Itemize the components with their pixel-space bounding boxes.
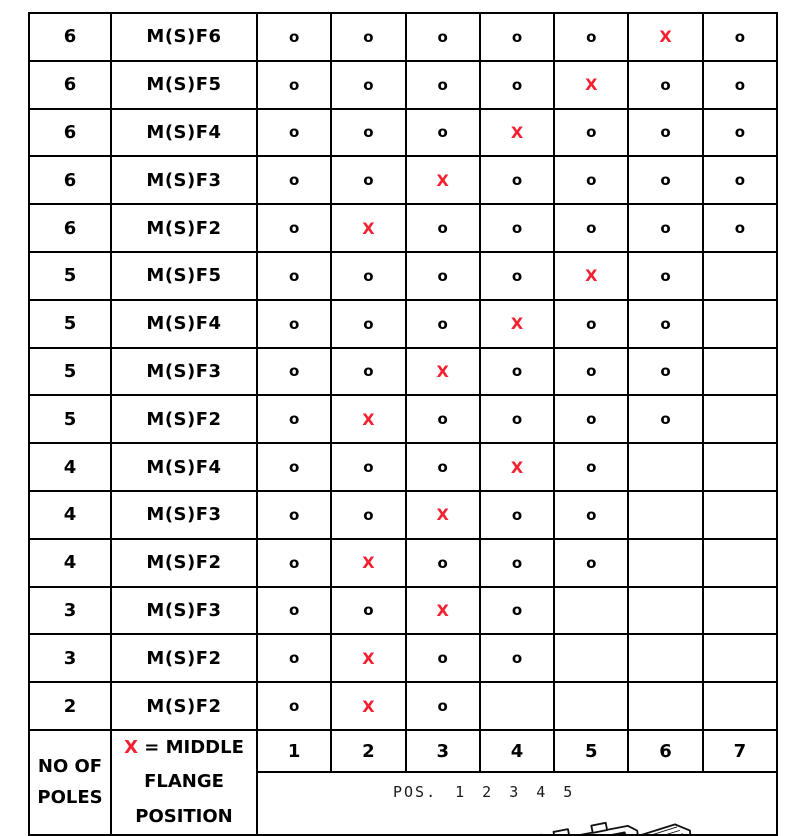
poles-count-cell: 6 [29,204,111,252]
table-row [29,587,777,635]
pole-marker-cell: o [628,156,702,204]
table-row [29,61,777,109]
table-row [29,300,777,348]
position-header-row [29,730,777,772]
pole-marker-cell: o [406,300,480,348]
variant-label-cell: M(S)F5 [111,61,257,109]
pole-marker-cell: o [703,61,777,109]
pole-marker-cell: o [480,252,554,300]
pole-marker-cell: o [480,634,554,682]
pole-marker-cell: o [257,539,331,587]
pole-marker-cell: o [480,539,554,587]
position-header-5: 5 [554,730,628,772]
position-header-3: 3 [406,730,480,772]
pole-marker-cell: o [331,252,405,300]
poles-count-cell: 6 [29,109,111,157]
middle-flange-marker-cell: X [480,300,554,348]
empty-cell [628,491,702,539]
pole-marker-cell: o [554,13,628,61]
table-row [29,491,777,539]
middle-flange-marker-cell: X [331,634,405,682]
pos-caption-1: 1 [455,783,464,801]
pole-marker-cell: o [480,395,554,443]
no-of-poles-line2: POLES [30,782,110,814]
pos-caption [393,783,572,801]
variant-label-cell: M(S)F3 [111,348,257,396]
empty-cell [703,634,777,682]
pole-marker-cell: o [406,252,480,300]
variant-label-cell: M(S)F3 [111,156,257,204]
table-row [29,204,777,252]
poles-count-cell: 5 [29,300,111,348]
flange-position-table [28,12,778,836]
legend-equals-middle: = MIDDLE [144,737,244,758]
poles-count-cell: 6 [29,13,111,61]
position-header-6: 6 [628,730,702,772]
pole-marker-cell: o [703,204,777,252]
middle-flange-marker-cell: X [331,204,405,252]
pole-marker-cell: o [406,61,480,109]
pole-marker-cell: o [406,682,480,730]
no-of-poles-line1: NO OF [30,751,110,783]
pole-marker-cell: o [331,13,405,61]
pole-marker-cell: o [628,61,702,109]
poles-count-cell: 2 [29,682,111,730]
middle-flange-marker-cell: X [331,682,405,730]
table-row [29,109,777,157]
connector-drawing-cell [257,772,777,835]
position-header-1: 1 [257,730,331,772]
empty-cell [480,682,554,730]
poles-count-cell: 3 [29,634,111,682]
pole-marker-cell: o [257,491,331,539]
table-row [29,252,777,300]
table-row [29,634,777,682]
no-of-poles-label [29,730,111,835]
pole-marker-cell: o [628,252,702,300]
position-header-7: 7 [703,730,777,772]
pole-marker-cell: o [257,109,331,157]
variant-label-cell: M(S)F2 [111,539,257,587]
variant-label-cell: M(S)F2 [111,682,257,730]
pole-marker-cell: o [628,395,702,443]
variant-label-cell: M(S)F2 [111,395,257,443]
pole-marker-cell: o [554,491,628,539]
pole-marker-cell: o [331,443,405,491]
flange-position-chart [28,12,778,836]
empty-cell [554,634,628,682]
pole-marker-cell: o [257,252,331,300]
pole-marker-cell: o [554,348,628,396]
empty-cell [703,587,777,635]
empty-cell [628,443,702,491]
empty-cell [703,348,777,396]
pole-marker-cell: o [257,443,331,491]
legend-x-symbol: X [124,737,138,758]
pole-marker-cell: o [480,156,554,204]
pole-marker-cell: o [406,395,480,443]
pole-marker-cell: o [331,491,405,539]
middle-flange-marker-cell: X [331,539,405,587]
empty-cell [703,682,777,730]
pole-marker-cell: o [480,587,554,635]
pole-marker-cell: o [703,13,777,61]
variant-label-cell: M(S)F3 [111,587,257,635]
table-row [29,156,777,204]
pole-marker-cell: o [406,443,480,491]
middle-flange-marker-cell: X [331,395,405,443]
pole-marker-cell: o [480,13,554,61]
empty-cell [554,682,628,730]
pole-marker-cell: o [554,395,628,443]
variant-label-cell: M(S)F2 [111,634,257,682]
middle-flange-marker-cell: X [406,156,480,204]
empty-cell [703,491,777,539]
middle-flange-marker-cell: X [480,443,554,491]
table-row [29,13,777,61]
pole-marker-cell: o [406,539,480,587]
poles-count-cell: 5 [29,348,111,396]
poles-count-cell: 4 [29,539,111,587]
variant-label-cell: M(S)F4 [111,300,257,348]
middle-flange-marker-cell: X [554,61,628,109]
pole-marker-cell: o [628,348,702,396]
pos-caption-4: 4 [536,783,545,801]
pole-marker-cell: o [331,61,405,109]
pole-marker-cell: o [406,13,480,61]
empty-cell [703,252,777,300]
terminal-block-connector-drawing [406,811,706,835]
pole-marker-cell: o [331,587,405,635]
variant-label-cell: M(S)F4 [111,443,257,491]
pole-marker-cell: o [480,61,554,109]
table-row [29,348,777,396]
legend-line2: FLANGE [112,765,256,799]
variant-label-cell: M(S)F6 [111,13,257,61]
empty-cell [703,443,777,491]
legend-line1 [112,731,256,765]
pole-marker-cell: o [331,156,405,204]
poles-count-cell: 4 [29,491,111,539]
table-row [29,682,777,730]
middle-flange-legend [111,730,257,835]
pole-marker-cell: o [257,682,331,730]
pole-marker-cell: o [703,156,777,204]
middle-flange-marker-cell: X [480,109,554,157]
pole-marker-cell: o [257,634,331,682]
position-header-4: 4 [480,730,554,772]
pole-marker-cell: o [480,491,554,539]
empty-cell [628,682,702,730]
variant-label-cell: M(S)F5 [111,252,257,300]
pos-caption-5: 5 [563,783,572,801]
middle-flange-marker-cell: X [406,587,480,635]
empty-cell [628,634,702,682]
pole-marker-cell: o [257,395,331,443]
pole-marker-cell: o [480,348,554,396]
empty-cell [628,587,702,635]
position-header-2: 2 [331,730,405,772]
middle-flange-marker-cell: X [554,252,628,300]
pole-marker-cell: o [257,587,331,635]
middle-flange-marker-cell: X [406,348,480,396]
pole-marker-cell: o [331,300,405,348]
pole-marker-cell: o [480,204,554,252]
middle-flange-marker-cell: X [406,491,480,539]
pole-marker-cell: o [554,156,628,204]
pole-marker-cell: o [331,348,405,396]
pole-marker-cell: o [628,300,702,348]
legend-line3: POSITION [112,800,256,834]
empty-cell [703,539,777,587]
poles-count-cell: 4 [29,443,111,491]
pole-marker-cell: o [257,156,331,204]
pole-marker-cell: o [554,300,628,348]
variant-label-cell: M(S)F4 [111,109,257,157]
pole-marker-cell: o [406,109,480,157]
empty-cell [628,539,702,587]
pole-marker-cell: o [554,109,628,157]
pole-marker-cell: o [554,204,628,252]
middle-flange-marker-cell: X [628,13,702,61]
pole-marker-cell: o [703,109,777,157]
pole-marker-cell: o [257,204,331,252]
poles-count-cell: 6 [29,156,111,204]
table-row [29,443,777,491]
table-row [29,395,777,443]
pole-marker-cell: o [628,204,702,252]
pole-marker-cell: o [406,204,480,252]
empty-cell [554,587,628,635]
poles-count-cell: 3 [29,587,111,635]
table-row [29,539,777,587]
variant-label-cell: M(S)F3 [111,491,257,539]
poles-count-cell: 6 [29,61,111,109]
pole-marker-cell: o [257,13,331,61]
pole-marker-cell: o [257,348,331,396]
empty-cell [703,300,777,348]
pos-caption-3: 3 [509,783,518,801]
pole-marker-cell: o [257,300,331,348]
variant-label-cell: M(S)F2 [111,204,257,252]
empty-cell [703,395,777,443]
pole-marker-cell: o [331,109,405,157]
poles-count-cell: 5 [29,252,111,300]
pole-marker-cell: o [554,539,628,587]
pole-marker-cell: o [257,61,331,109]
pos-caption-2: 2 [482,783,491,801]
pos-caption-label: POS. [393,783,437,801]
poles-count-cell: 5 [29,395,111,443]
pole-marker-cell: o [628,109,702,157]
pole-marker-cell: o [554,443,628,491]
pole-marker-cell: o [406,634,480,682]
